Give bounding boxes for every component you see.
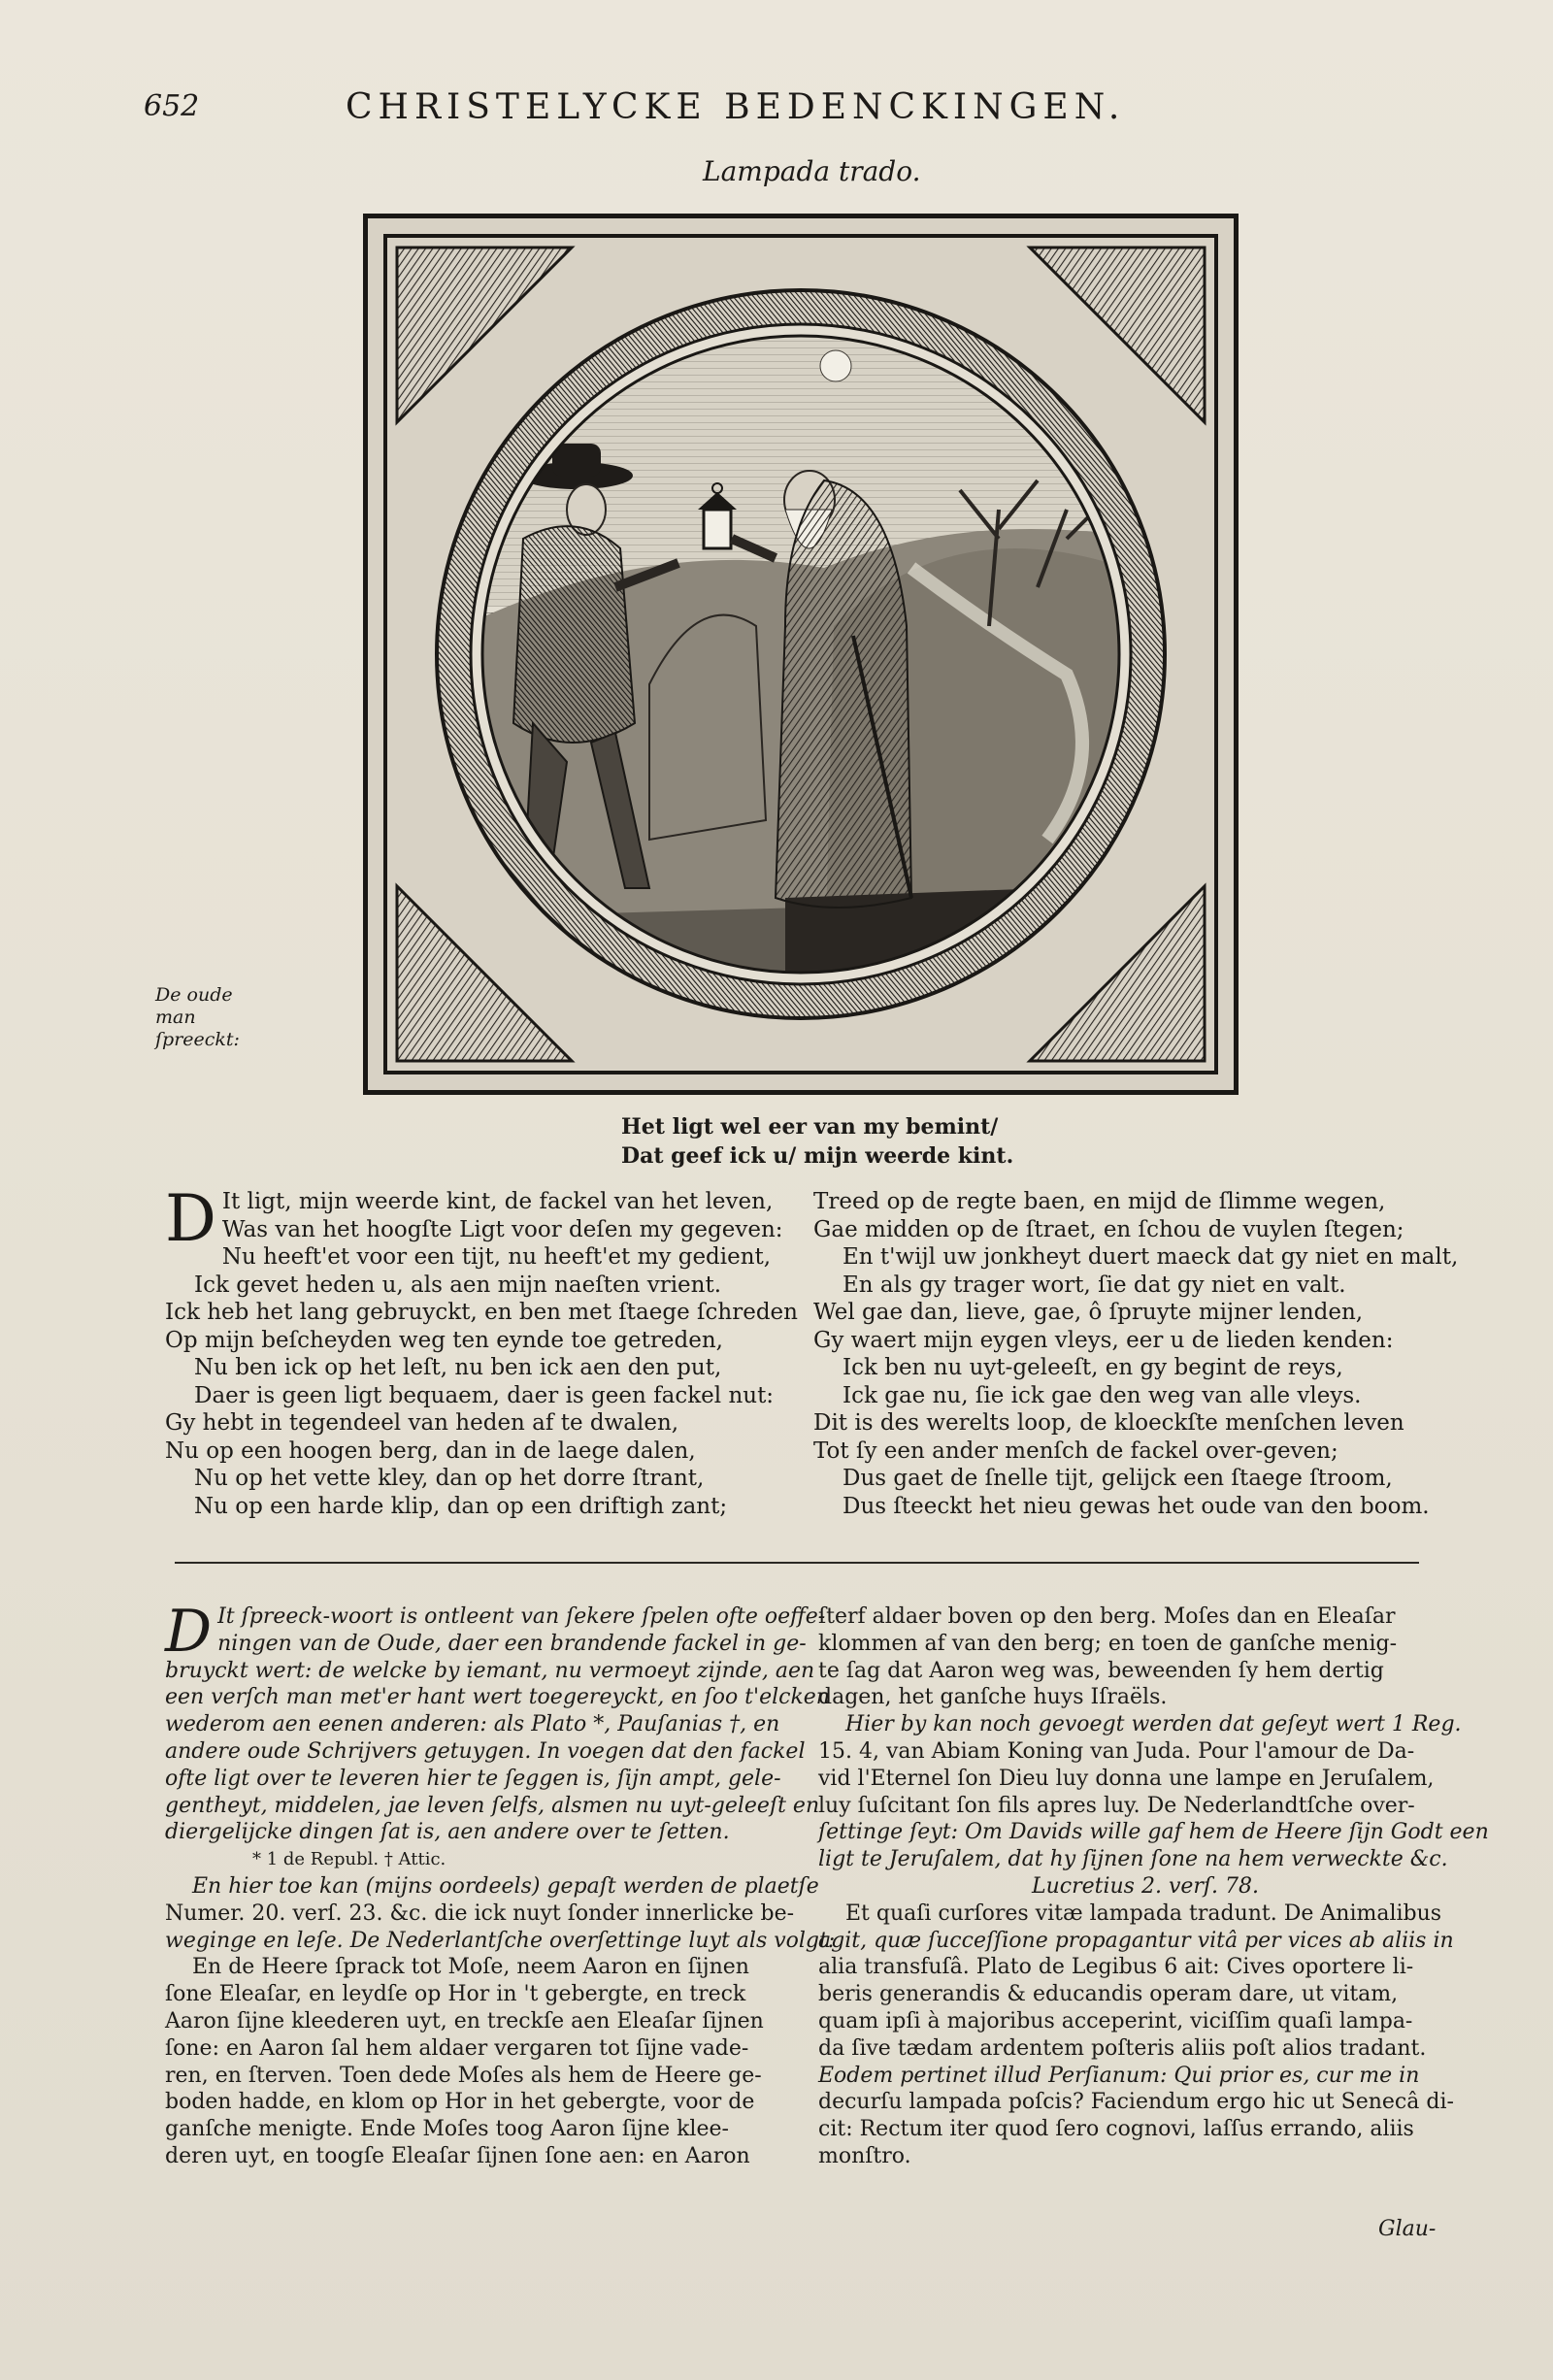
poem-line: Gy waert mijn eygen vleys, eer u de lieden kenden: xyxy=(813,1327,1394,1353)
commentary-line: ſettinge ſeyt: Om Davids wille gaf hem de Heere ſijn Godt een xyxy=(818,1820,1489,1845)
commentary-line: Numer. 20. verſ. 23. &c. die ick nuyt ſonder innerlicke be- xyxy=(165,1901,795,1926)
poem-right-column xyxy=(813,1188,1459,1520)
commentary-line: It ſpreeck-woort is ontleent van ſekere ſpelen ofte oeffe- xyxy=(217,1604,826,1629)
commentary-line: diergelijcke dingen ſat is, aen andere over te ſetten. xyxy=(165,1820,730,1845)
commentary-line: Et quaſi curſores vitæ lampada tradunt. De Animalibus xyxy=(845,1901,1442,1926)
commentary-line: ſone Eleaſar, en leydſe op Hor in 't gebergte, en treck xyxy=(165,1982,746,2007)
poem-line: En t'wijl uw jonkheyt duert maeck dat gy niet en malt, xyxy=(843,1244,1459,1270)
commentary-line: ren, en ſterven. Toen dede Moſes als hem de Heere ge- xyxy=(165,2063,762,2088)
commentary-dropcap: D xyxy=(165,1598,213,1666)
caption-line: Dat geef ick u/ mijn weerde kint. xyxy=(621,1143,1014,1169)
commentary-line: ningen van de Oude, daer een brandende fackel in ge- xyxy=(217,1631,807,1656)
commentary-right-column xyxy=(818,1603,1489,2170)
commentary-line: monſtro. xyxy=(818,2143,911,2168)
caption-line: Het ligt wel eer van my bemint/ xyxy=(621,1114,999,1140)
emblem-caption xyxy=(621,1112,1048,1171)
poem-line: Wel gae dan, lieve, gae, ô ſpruyte mijner lenden, xyxy=(813,1300,1364,1325)
commentary-line: 15. 4, van Abiam Koning van Juda. Pour l'amour de Da- xyxy=(818,1738,1415,1764)
poem-line: Nu heeft'et voor een tijt, nu heeft'et my gedient, xyxy=(221,1244,772,1270)
poem-line: Nu op een harde klip, dan op een driftigh zant; xyxy=(194,1493,728,1519)
poem-line: Gae midden op de ſtraet, en ſchou de vuylen ſtegen; xyxy=(813,1216,1404,1242)
commentary-line: wederom aen eenen anderen: als Plato *, Pauſanias †, en xyxy=(165,1712,780,1737)
margin-note-line: De oude xyxy=(155,984,233,1006)
commentary-line: te ſag dat Aaron weg was, beweenden ſy hem dertig xyxy=(818,1658,1384,1683)
poem-line: It ligt, mijn weerde kint, de fackel van het leven, xyxy=(221,1189,774,1214)
section-divider xyxy=(175,1562,1419,1564)
commentary-line: een verſch man met'er hant wert toegereyckt, en ſoo t'elcken xyxy=(165,1685,830,1710)
commentary-line: beris generandis & educandis operam dare, ut vitam, xyxy=(818,1982,1399,2007)
commentary-left-column xyxy=(165,1598,836,2170)
commentary-line: En de Heere ſprack tot Moſe, neem Aaron en ſijnen xyxy=(192,1955,749,1980)
commentary-line: klommen af van den berg; en toen de ganſche menig- xyxy=(818,1631,1398,1656)
commentary-line: quam ipſi à majoribus acceperint, viciſſim quaſi lampa- xyxy=(818,2008,1413,2033)
poem-left-column xyxy=(165,1181,806,1520)
poem-line: Dus ſteeckt het nieu gewas het oude van den boom. xyxy=(843,1493,1430,1519)
engraving-illustration xyxy=(368,218,1234,1090)
commentary-line: luy ſuſcitant ſon fils apres luy. De Nederlandtſche over- xyxy=(818,1793,1415,1818)
commentary-line: cit: Rectum iter quod ſero cognovi, laſſus errando, aliis xyxy=(818,2117,1414,2142)
commentary-line: vid l'Eternel ſon Dieu luy donna une lampe en Jeruſalem, xyxy=(818,1766,1435,1791)
margin-note-line: man xyxy=(155,1007,196,1028)
poem-line: Ick gae nu, ſie ick gae den weg van alle vleys. xyxy=(843,1382,1362,1408)
emblem-motto: Lampada trado. xyxy=(703,155,921,187)
poem-line: Ick heb het lang gebruyckt, en ben met ſtaege ſchreden xyxy=(165,1300,798,1325)
poem-line: Tot ſy een ander menſch de fackel over-geven; xyxy=(813,1438,1338,1464)
poem-line: Nu ben ick op het leſt, nu ben ick aen den put, xyxy=(194,1355,722,1380)
margin-note-line: ſpreeckt: xyxy=(155,1029,240,1050)
poem-dropcap: D xyxy=(165,1181,216,1256)
commentary-line: Lucretius 2. verſ. 78. xyxy=(1032,1873,1260,1899)
commentary-line: ofte ligt over te leveren hier te ſeggen is, ſijn ampt, gele- xyxy=(165,1766,781,1791)
emblem-engraving xyxy=(363,214,1239,1095)
poem-line: Nu op een hoogen berg, dan in de laege dalen, xyxy=(165,1438,696,1464)
commentary-line: andere oude Schrijvers getuygen. In voegen dat den fackel xyxy=(165,1738,806,1764)
poem-line: Nu op het vette kley, dan op het dorre ſtrant, xyxy=(194,1466,705,1491)
commentary-line: Hier by kan noch gevoegt werden dat geſeyt wert 1 Reg. xyxy=(845,1712,1462,1737)
poem-line: Daer is geen ligt bequaem, daer is geen fackel nut: xyxy=(194,1382,775,1408)
commentary-line: da ſive tædam ardentem poſteris aliis poſt alios tradant. xyxy=(818,2035,1427,2061)
poem-line: Gy hebt in tegendeel van heden af te dwalen, xyxy=(165,1410,679,1436)
commentary-line: dagen, het ganſche huys Iſraëls. xyxy=(818,1685,1168,1710)
commentary-line: bruyckt wert: de welcke by iemant, nu vermoeyt zijnde, aen xyxy=(165,1658,815,1683)
commentary-line: boden hadde, en klom op Hor in het gebergte, voor de xyxy=(165,2090,755,2115)
commentary-line: ſterf aldaer boven op den berg. Moſes dan en Eleaſar xyxy=(818,1604,1396,1629)
poem-line: Ick gevet heden u, als aen mijn naeſten vrient. xyxy=(194,1272,722,1298)
commentary-line: deren uyt, en toogſe Eleaſar ſijnen ſone aen: en Aaron xyxy=(165,2143,750,2168)
catchword: Glau- xyxy=(1378,2217,1437,2241)
commentary-line: Aaron ſijne kleederen uyt, en treckſe aen Eleaſar ſijnen xyxy=(165,2008,764,2033)
poem-line: Dus gaet de ſnelle tijt, gelijck een ſtaege ſtroom, xyxy=(843,1466,1393,1491)
commentary-line: En hier toe kan (mijns oordeels) gepaſt werden de plaetſe xyxy=(192,1873,819,1899)
commentary-line: decurſu lampada poſcis? Faciendum ergo hic ut Senecâ di- xyxy=(818,2090,1454,2115)
poem-line: Was van het hoogſte Ligt voor deſen my gegeven: xyxy=(221,1216,783,1242)
commentary-line: agit, quæ ſucceſſione propagantur vitâ per vices ab aliis in xyxy=(818,1928,1454,1953)
commentary-line: Eodem pertinet illud Perſianum: Qui prior es, cur me in xyxy=(818,2063,1420,2088)
commentary-line: gentheyt, middelen, jae leven ſelfs, alsmen nu uyt-geleeſt en xyxy=(165,1793,820,1818)
poem-line: Op mijn beſcheyden weg ten eynde toe getreden, xyxy=(165,1327,723,1353)
commentary-line: ganſche menigte. Ende Moſes toog Aaron ſijne klee- xyxy=(165,2117,729,2142)
running-head: CHRISTELYCKE BEDENCKINGEN. xyxy=(346,87,1126,127)
poem-line: Ick ben nu uyt-geleeſt, en gy begint de reys, xyxy=(843,1355,1343,1380)
commentary-line: weginge en leſe. De Nederlantſche overſettinge luyt als volgt: xyxy=(165,1928,836,1953)
margin-note xyxy=(155,984,272,1051)
poem-line: Treed op de regte baen, en mijd de ſlimme wegen, xyxy=(813,1189,1386,1214)
commentary-line: ligt te Jeruſalem, dat hy ſijnen ſone na hem verweckte &c. xyxy=(818,1847,1448,1872)
commentary-line: ſone: en Aaron ſal hem aldaer vergaren tot ſijne vade- xyxy=(165,2035,749,2061)
poem-line: En als gy trager wort, ſie dat gy niet en valt. xyxy=(843,1272,1346,1298)
poem-line: Dit is des werelts loop, de kloeckſte menſchen leven xyxy=(813,1410,1404,1436)
page-number: 652 xyxy=(144,89,200,123)
footnote: * 1 de Republ. † Attic. xyxy=(252,1849,446,1870)
commentary-line: alia transfuſâ. Plato de Legibus 6 ait: Cives oportere li- xyxy=(818,1955,1414,1980)
